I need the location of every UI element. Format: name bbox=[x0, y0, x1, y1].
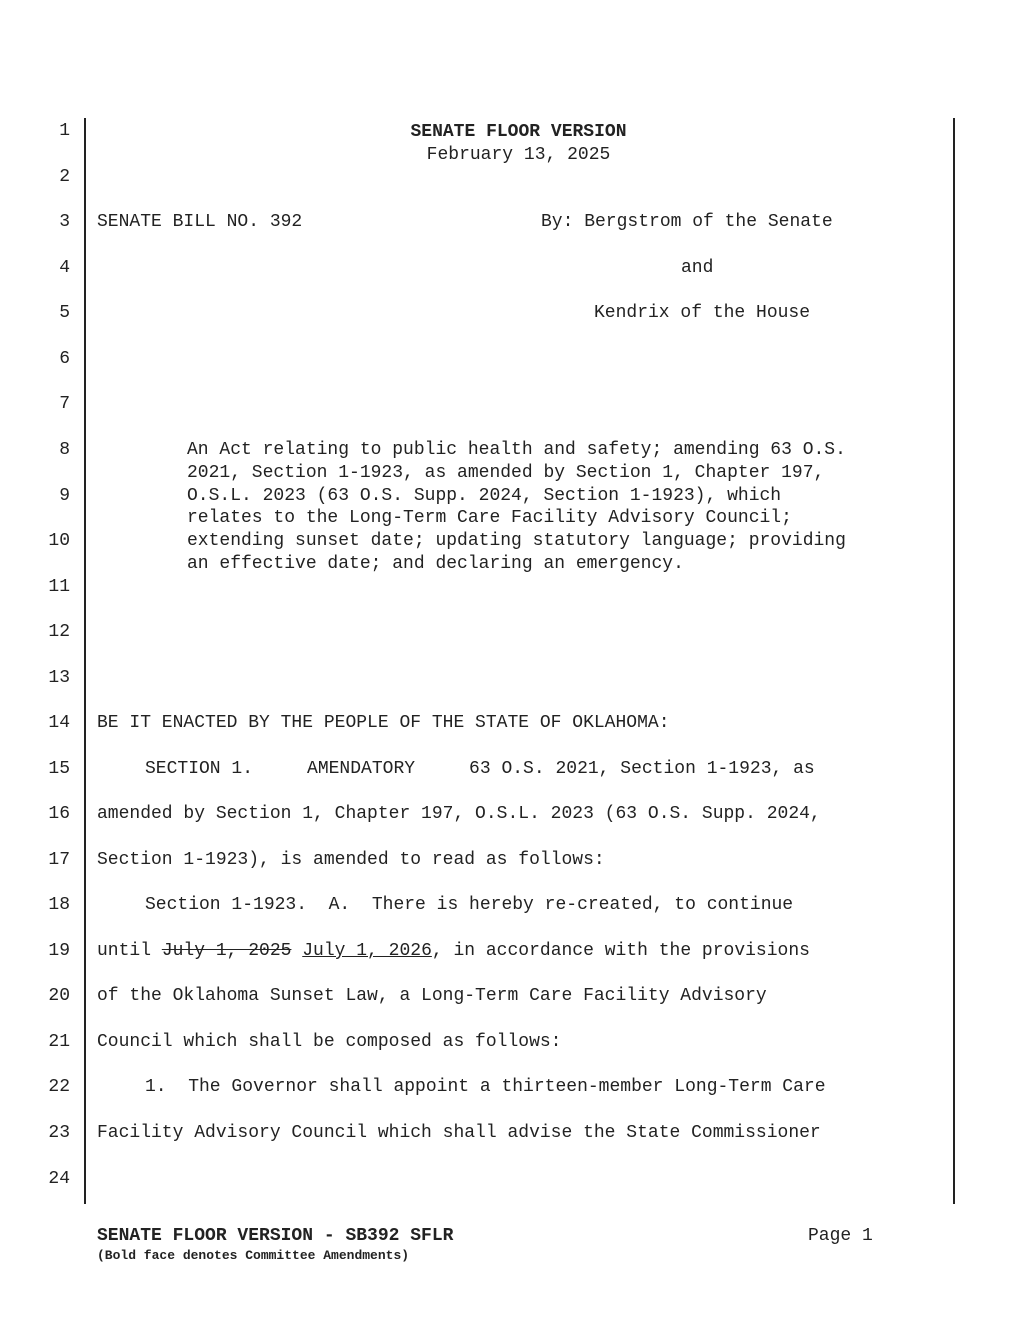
version-date: February 13, 2025 bbox=[426, 145, 611, 165]
struck-text: July 1, 2025 bbox=[161, 941, 292, 961]
line-number: 12 bbox=[48, 622, 70, 642]
line-number: 14 bbox=[48, 713, 70, 733]
line-number: 13 bbox=[48, 668, 70, 688]
left-margin-rule bbox=[84, 118, 86, 1204]
page-number: Page 1 bbox=[808, 1226, 873, 1246]
line-number: 10 bbox=[48, 531, 70, 551]
body-line: Facility Advisory Council which shall advise the State Commissioner bbox=[97, 1123, 821, 1143]
body-line: Council which shall be composed as follows: bbox=[97, 1032, 562, 1052]
line-number: 22 bbox=[48, 1077, 70, 1097]
line-number: 19 bbox=[48, 941, 70, 961]
body-line: Section 1-1923), is amended to read as follows: bbox=[97, 850, 605, 870]
body-line: of the Oklahoma Sunset Law, a Long-Term Care Facility Advisory bbox=[97, 986, 767, 1006]
line-number: 24 bbox=[48, 1169, 70, 1189]
line-number: 1 bbox=[59, 121, 70, 141]
header-block bbox=[84, 121, 953, 167]
section-heading: SECTION 1. AMENDATORY 63 O.S. 2021, Section 1-1923, as bbox=[145, 759, 815, 779]
footer-version: SENATE FLOOR VERSION - SB392 SFLR bbox=[97, 1226, 454, 1246]
line-number: 21 bbox=[48, 1032, 70, 1052]
bill-coauthor: Kendrix of the House bbox=[594, 303, 811, 323]
bill-abstract: An Act relating to public health and safety; amending 63 O.S. 2021, Section 1-1923, as amended by Section 1, Chapter 197, O.S.L. 2023 (63 O.S. Supp. 2024, Section 1-1923), which relates to the Long-Term Care Facility Advisory Council; extending sunset date; updating statutory language; providing an effective date; and declaring an emergency. bbox=[187, 440, 846, 574]
line-number: 3 bbox=[59, 212, 70, 232]
body-text: until bbox=[97, 941, 162, 961]
body-line: 1. The Governor shall appoint a thirteen-member Long-Term Care bbox=[145, 1077, 826, 1097]
line-number: 11 bbox=[48, 577, 70, 597]
footer-note: (Bold face denotes Committee Amendments) bbox=[97, 1248, 410, 1263]
line-number: 9 bbox=[59, 486, 70, 506]
inserted-text: July 1, 2026 bbox=[302, 941, 432, 961]
enacting-clause: BE IT ENACTED BY THE PEOPLE OF THE STATE OF OKLAHOMA: bbox=[97, 713, 670, 733]
line-number: 5 bbox=[59, 303, 70, 323]
line-number: 8 bbox=[59, 440, 70, 460]
right-margin-rule bbox=[953, 118, 955, 1204]
line-number: 15 bbox=[48, 759, 70, 779]
line-number: 23 bbox=[48, 1123, 70, 1143]
line-number: 16 bbox=[48, 804, 70, 824]
body-line: amended by Section 1, Chapter 197, O.S.L. 2023 (63 O.S. Supp. 2024, bbox=[97, 804, 821, 824]
line-number: 20 bbox=[48, 986, 70, 1006]
body-text: , in accordance with the provisions bbox=[431, 941, 810, 961]
line-number: 18 bbox=[48, 895, 70, 915]
line-number: 7 bbox=[59, 394, 70, 414]
bill-author: By: Bergstrom of the Senate bbox=[541, 212, 833, 232]
line-number: 4 bbox=[59, 258, 70, 278]
bill-and: and bbox=[681, 258, 714, 278]
line-number: 17 bbox=[48, 850, 70, 870]
amended-line bbox=[97, 940, 810, 962]
page-title: SENATE FLOOR VERSION bbox=[410, 122, 627, 142]
line-number: 2 bbox=[59, 167, 70, 187]
body-line: Section 1-1923. A. There is hereby re-created, to continue bbox=[145, 895, 794, 915]
line-number: 6 bbox=[59, 349, 70, 369]
bill-number: SENATE BILL NO. 392 bbox=[97, 212, 303, 232]
